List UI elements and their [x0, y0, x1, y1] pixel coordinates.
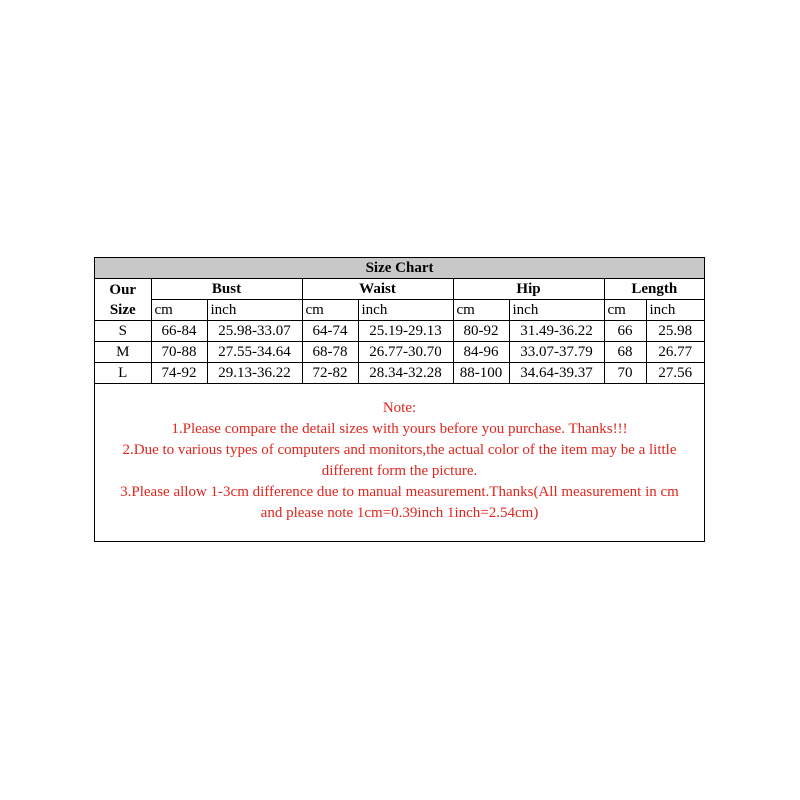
table-cell: 29.13-36.22 [207, 363, 302, 384]
table-cell: 84-96 [453, 342, 509, 363]
table-cell: 27.55-34.64 [207, 342, 302, 363]
size-label: L [95, 363, 151, 384]
our-size-header [95, 279, 151, 321]
table-cell: 72-82 [302, 363, 358, 384]
group-header-row [95, 279, 704, 300]
table-row [95, 321, 704, 342]
notes-section [95, 384, 704, 524]
table-cell: 26.77-30.70 [358, 342, 453, 363]
table-cell: 70-88 [151, 342, 207, 363]
table-cell: 31.49-36.22 [509, 321, 604, 342]
table-cell: 80-92 [453, 321, 509, 342]
table-cell: 68 [604, 342, 646, 363]
size-label: S [95, 321, 151, 342]
table-cell: 64-74 [302, 321, 358, 342]
note-line-3a: 3.Please allow 1-3cm difference due to manual measurement.Thanks(All measurement in cm [120, 484, 679, 500]
note-line-3b: and please note 1cm=0.39inch 1inch=2.54cm) [260, 505, 539, 521]
size-table [95, 258, 704, 384]
our-size-line2: Size [109, 301, 136, 318]
table-cell: 26.77 [646, 342, 704, 363]
waist-header: Waist [302, 279, 453, 300]
unit-header: cm [453, 300, 509, 321]
unit-header: cm [302, 300, 358, 321]
note-line-2a: 2.Due to various types of computers and monitors,the actual color of the item may be a little [122, 442, 677, 458]
our-size-line1: Our [109, 281, 137, 298]
table-cell: 66 [604, 321, 646, 342]
table-cell: 88-100 [453, 363, 509, 384]
table-row [95, 363, 704, 384]
unit-header: cm [151, 300, 207, 321]
note-line-1: 1.Please compare the detail sizes with yours before you purchase. Thanks!!! [171, 421, 628, 437]
table-cell: 66-84 [151, 321, 207, 342]
table-row [95, 342, 704, 363]
length-header: Length [604, 279, 704, 300]
table-cell: 28.34-32.28 [358, 363, 453, 384]
table-cell: 68-78 [302, 342, 358, 363]
table-cell: 74-92 [151, 363, 207, 384]
size-chart [94, 257, 705, 542]
table-cell: 70 [604, 363, 646, 384]
title-row [95, 258, 704, 279]
table-cell: 25.19-29.13 [358, 321, 453, 342]
table-cell: 25.98-33.07 [207, 321, 302, 342]
unit-header: inch [646, 300, 704, 321]
table-title: Size Chart [95, 258, 704, 279]
unit-header: inch [358, 300, 453, 321]
unit-header: inch [207, 300, 302, 321]
table-cell: 25.98 [646, 321, 704, 342]
notes-heading: Note: [382, 400, 417, 416]
bust-header: Bust [151, 279, 302, 300]
table-cell: 34.64-39.37 [509, 363, 604, 384]
size-label: M [95, 342, 151, 363]
unit-header: inch [509, 300, 604, 321]
unit-header: cm [604, 300, 646, 321]
note-line-2b: different form the picture. [321, 463, 478, 479]
table-cell: 27.56 [646, 363, 704, 384]
unit-header-row [95, 300, 704, 321]
hip-header: Hip [453, 279, 604, 300]
table-cell: 33.07-37.79 [509, 342, 604, 363]
